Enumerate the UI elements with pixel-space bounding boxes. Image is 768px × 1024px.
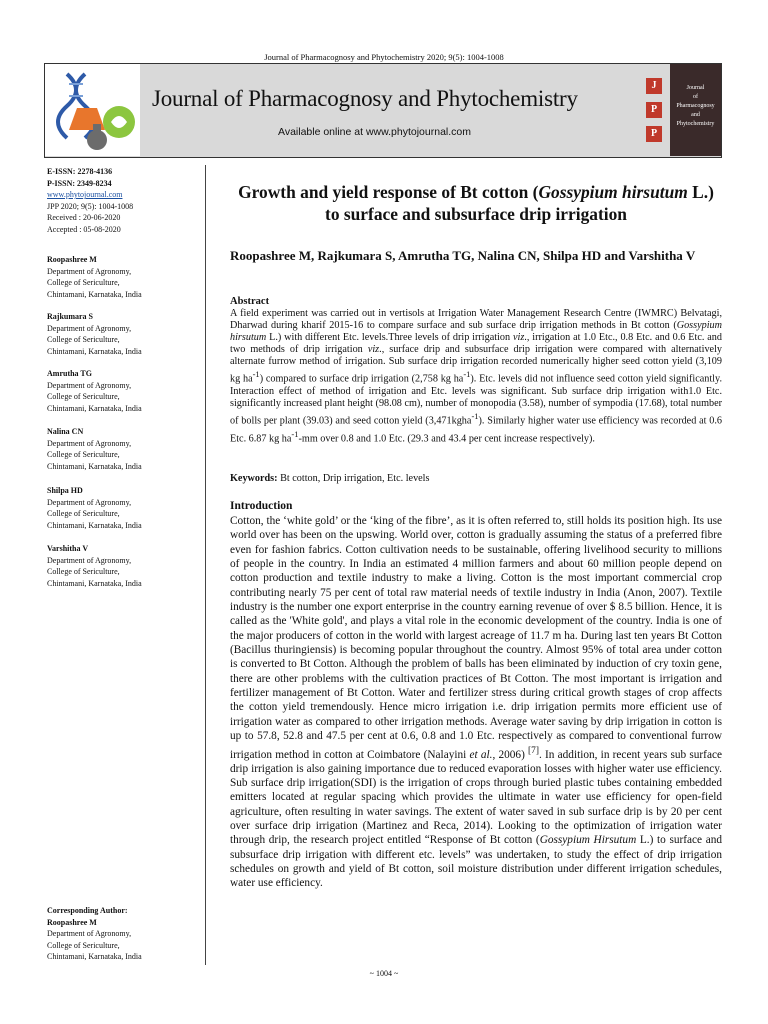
introduction-heading: Introduction (230, 500, 293, 512)
pissn: P-ISSN: 2349-8234 (47, 178, 112, 188)
keywords: Keywords: Bt cotton, Drip irrigation, Etc. levels (230, 473, 430, 484)
journal-title: Journal of Pharmacognosy and Phytochemistry (152, 86, 578, 111)
affiliation: Shilpa HD Department of Agronomy, College of Sericulture, Chintamani, Karnataka, India (47, 486, 142, 530)
eissn: E-ISSN: 2278-4136 (47, 167, 113, 176)
available-online: Available online at www.phytojournal.com (278, 126, 471, 138)
page-number: ~ 1004 ~ (369, 969, 399, 978)
banner-main (140, 64, 673, 156)
column-divider (205, 165, 206, 965)
journal-logo (45, 64, 140, 156)
affiliation: Rajkumara S Department of Agronomy, College of Sericulture, Chintamani, Karnataka, India (47, 312, 142, 356)
jpp-citation: JPP 2020; 9(5): 1004-1008 (47, 201, 134, 211)
jpp-letter: P (646, 102, 662, 118)
affiliation: Varshitha V Department of Agronomy, College of Sericulture, Chintamani, Karnataka, India (47, 544, 142, 588)
running-head: Journal of Pharmacognosy and Phytochemistry 2020; 9(5): 1004-1008 (264, 52, 504, 62)
jpp-letter: P (646, 126, 662, 142)
article-meta (47, 166, 207, 236)
affiliation: Roopashree M Department of Agronomy, College of Sericulture, Chintamani, Karnataka, India (47, 255, 142, 299)
author-list: Roopashree M, Rajkumara S, Amrutha TG, Nalina CN, Shilpa HD and Varshitha V (230, 248, 696, 263)
journal-banner (44, 63, 722, 158)
jpp-letter-boxes (646, 78, 662, 150)
introduction-text: Cotton, the ‘white gold’ or the ‘king of the fibre’, as it is often referred to, still holds its position high. Its use world over has been on the upswing. World over, cotton is gradually assuming the status of a preferred fibre even for fashion fabrics. Cotton cultivation needs to be sustainable, offering livelihood security to millions of people in the country. In India an estimated 4 million farmers and about 60 million people depend on cotton production and textile industry to make a living. Cotton is the most important commercial crop contributing nearly 75 per cent of total raw material needs of textile industry in India (Anon, 2007). Textile industry is the number one export enterprise in the country earning revenue of over $ 8.5 billion. Hence, it is called as the 'White gold', and plays a vital role in the economic development of the country. India is one of the major producers of cotton in the world with largest acreage of 11.7 m ha. During last ten years Bt Cotton (Bacillus thuringiensis) is becoming popular throughout the country. Almost 95% of total area under cotton is converted to Bt Cotton. Although the problem of balls has been eliminated by induction of cry toxin gene, there are other problems with the cultivation practices of Bt Cotton. The most important is irrigation and fertilizer management of Bt Cotton. Water and fertilizer stress during critical growth stages of crop affects the cotton yield tremendously. Hence micro irrigation i.e. drip irrigation permits more efficient use of irrigation water as compared to other irrigation methods. Average water saving by drip irrigation in cotton is up to 57.8, 52.8 and 47.5 per cent at 0.6, 0.8 and 1.0 Etc. respectively as compared to conventional furrow irrigation method in cotton at Coimbatore (Nalayini et al., 2006) [7]. In addition, in recent years sub surface drip irrigation is also gaining importance due to reduced evaporation losses with higher water use efficiency. Sub surface drip irrigation(SDI) is the irrigation of crops through buried plastic tubes containing embedded emitters located at regular spacing which provides the ultimate in water use efficiency for open-field agriculture, often resulting in water savings. The extent of water saved in sub surface drip is by 20 per cent over surface drip irrigation (Martinez and Reca, 2014). Looking to the optimization of irrigation water through drip, the research project entitled “Response of Bt cotton (Gossypium Hirsutum L.) to surface and subsurface drip irrigation with different etc. levels” was undertaken, to study the effect of drip irrigation schedules on growth and yield of Bt cotton, soil moisture distribution under different irrigation schedules, water use efficiency. (230, 515, 723, 890)
abstract-heading: Abstract (230, 296, 270, 307)
corresponding-author: Corresponding Author: Roopashree M Department of Agronomy, College of Sericulture, Chintamani, Karnataka, India (47, 906, 142, 962)
journal-side-label: Journal of Pharmacognosy and Phytochemistry (670, 64, 721, 156)
accepted-date: Accepted : 05-08-2020 (47, 224, 121, 234)
affiliation: Nalina CN Department of Agronomy, College of Sericulture, Chintamani, Karnataka, India (47, 427, 142, 471)
received-date: Received : 20-06-2020 (47, 213, 121, 223)
website-link[interactable]: www.phytojournal.com (47, 190, 123, 200)
abstract-text: A field experiment was carried out in vertisols at Irrigation Water Management Research Centre (IWMRC) Belvatagi, Dharwad during kharif 2015-16 to compare surface and sub surface drip irrigation methods in Bt cotton (Gossypium hirsutum L.) with different Etc. levels.Three levels of drip irrigation viz., irrigation at 1.0 Etc., 0.8 Etc. and 0.6 Etc. and two methods of drip irrigation viz., surface drip and subsurface drip irrigation were compared with alternatively alternate furrow method of irrigation. Sub surface drip irrigation recorded numerically higher seed cotton yield (3,109 kg $ha^{-1}$) compared to surface drip irrigation (2,758 kg $ha^{-1}$). Etc. levels did not influence seed cotton yield significantly. Interaction effect of method of irrigation and Etc. levels was significant. Sub surface drip irrigation with1.0 Etc. significantly increased plant height (98.08 cm), number of monopodia (3.58), number of sympodia (17.68), total number of bolls per plant (39.03) and seed cotton yield (3,471kgha$^{-1}$). Similarly higher water use efficiency was recorded at 0.6 Etc. 6.87 kg $ha^{-1}-mm$ over 0.8 and 1.0 Etc. (29.3 and 43.4 per cent increase respectively). (230, 308, 722, 445)
paper-title: Growth and yield response of Bt cotton (Gossypium hirsutum L.) to surface and subsurface drip irrigation (238, 182, 714, 224)
affiliation: Amrutha TG Department of Agronomy, College of Sericulture, Chintamani, Karnataka, India (47, 369, 142, 413)
jpp-letter: J (646, 78, 662, 94)
